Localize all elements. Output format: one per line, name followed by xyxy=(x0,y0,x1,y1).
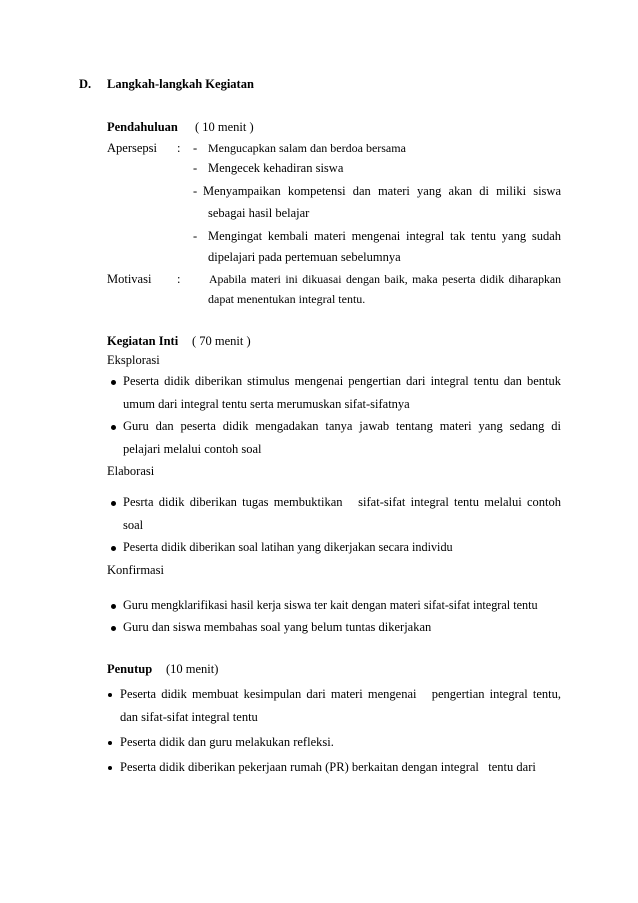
apersepsi-item-2: Mengecek kehadiran siswa xyxy=(208,161,344,175)
bullet-icon xyxy=(111,546,116,551)
motivasi-label: Motivasi xyxy=(107,272,152,286)
apersepsi-dash-1: - xyxy=(193,141,198,155)
motivasi-colon: : xyxy=(177,272,181,286)
apersepsi-item-4: Mengingat kembali materi mengenai integral tak tentu yang sudah xyxy=(208,229,561,243)
eksplorasi-item-2: Guru dan peserta didik mengadakan tanya jawab tentang materi yang sedang di xyxy=(123,419,561,433)
inti-duration: ( 70 menit ) xyxy=(192,334,251,348)
penutup-item-1: Peserta didik membuat kesimpulan dari materi mengenai pengertian integral tentu, xyxy=(120,687,561,701)
motivasi-text-line1: Apabila materi ini dikuasai dengan baik, maka peserta didik diharapkan xyxy=(209,272,561,286)
elaborasi-item-2: Peserta didik diberikan soal latihan yang dikerjakan secara individu xyxy=(123,540,453,554)
penutup-item-1-cont: dan sifat-sifat integral tentu xyxy=(120,710,258,724)
eksplorasi-item-2-cont: pelajari melalui contoh soal xyxy=(123,442,262,456)
bullet-icon xyxy=(111,604,116,609)
bullet-icon xyxy=(111,425,116,430)
eksplorasi-item-1: Peserta didik diberikan stimulus mengenai pengertian dari integral tentu dan bentuk xyxy=(123,374,561,388)
bullet-icon xyxy=(111,380,116,385)
elaborasi-item-1-cont: soal xyxy=(123,518,144,532)
motivasi-text-line2: dapat menentukan integral tentu. xyxy=(208,292,366,306)
elaborasi-item-1: Pesrta didik diberikan tugas membuktikan sifat-sifat integral tentu melalui contoh xyxy=(123,495,561,509)
penutup-heading: Penutup xyxy=(107,662,153,676)
bullet-icon xyxy=(111,501,116,506)
bullet-icon xyxy=(108,741,112,745)
apersepsi-label: Apersepsi xyxy=(107,141,157,155)
konfirmasi-label: Konfirmasi xyxy=(107,563,164,577)
section-title: Langkah-langkah Kegiatan xyxy=(107,77,254,91)
elaborasi-label: Elaborasi xyxy=(107,464,155,478)
pendahuluan-heading: Pendahuluan xyxy=(107,120,178,134)
penutup-item-3: Peserta didik diberikan pekerjaan rumah (PR) berkaitan dengan integral tentu dari xyxy=(120,760,536,774)
pendahuluan-duration: ( 10 menit ) xyxy=(195,120,254,134)
apersepsi-dash-2: - xyxy=(193,161,198,175)
apersepsi-item-3-cont: sebagai hasil belajar xyxy=(208,206,310,220)
bullet-icon xyxy=(108,766,112,770)
penutup-duration: (10 menit) xyxy=(166,662,219,676)
section-letter: D. xyxy=(79,77,92,91)
apersepsi-item-4-cont: dipelajari pada pertemuan sebelumnya xyxy=(208,250,401,264)
bullet-icon xyxy=(111,626,116,631)
apersepsi-dash-4: - xyxy=(193,229,198,243)
eksplorasi-label: Eksplorasi xyxy=(107,353,160,367)
apersepsi-item-3: Menyampaikan kompetensi dan materi yang akan di miliki siswa xyxy=(203,184,561,198)
konfirmasi-item-2: Guru dan siswa membahas soal yang belum tuntas dikerjakan xyxy=(123,620,432,634)
bullet-icon xyxy=(108,693,112,697)
inti-heading: Kegiatan Inti xyxy=(107,334,179,348)
apersepsi-item-1: Mengucapkan salam dan berdoa bersama xyxy=(208,141,406,155)
apersepsi-colon: : xyxy=(177,141,181,155)
konfirmasi-item-1: Guru mengklarifikasi hasil kerja siswa ter kait dengan materi sifat-sifat integral tentu xyxy=(123,598,538,612)
eksplorasi-item-1-cont: umum dari integral tentu serta merumuskan sifat-sifatnya xyxy=(123,397,410,411)
apersepsi-dash-3: - xyxy=(193,184,198,198)
penutup-item-2: Peserta didik dan guru melakukan refleksi. xyxy=(120,735,334,749)
